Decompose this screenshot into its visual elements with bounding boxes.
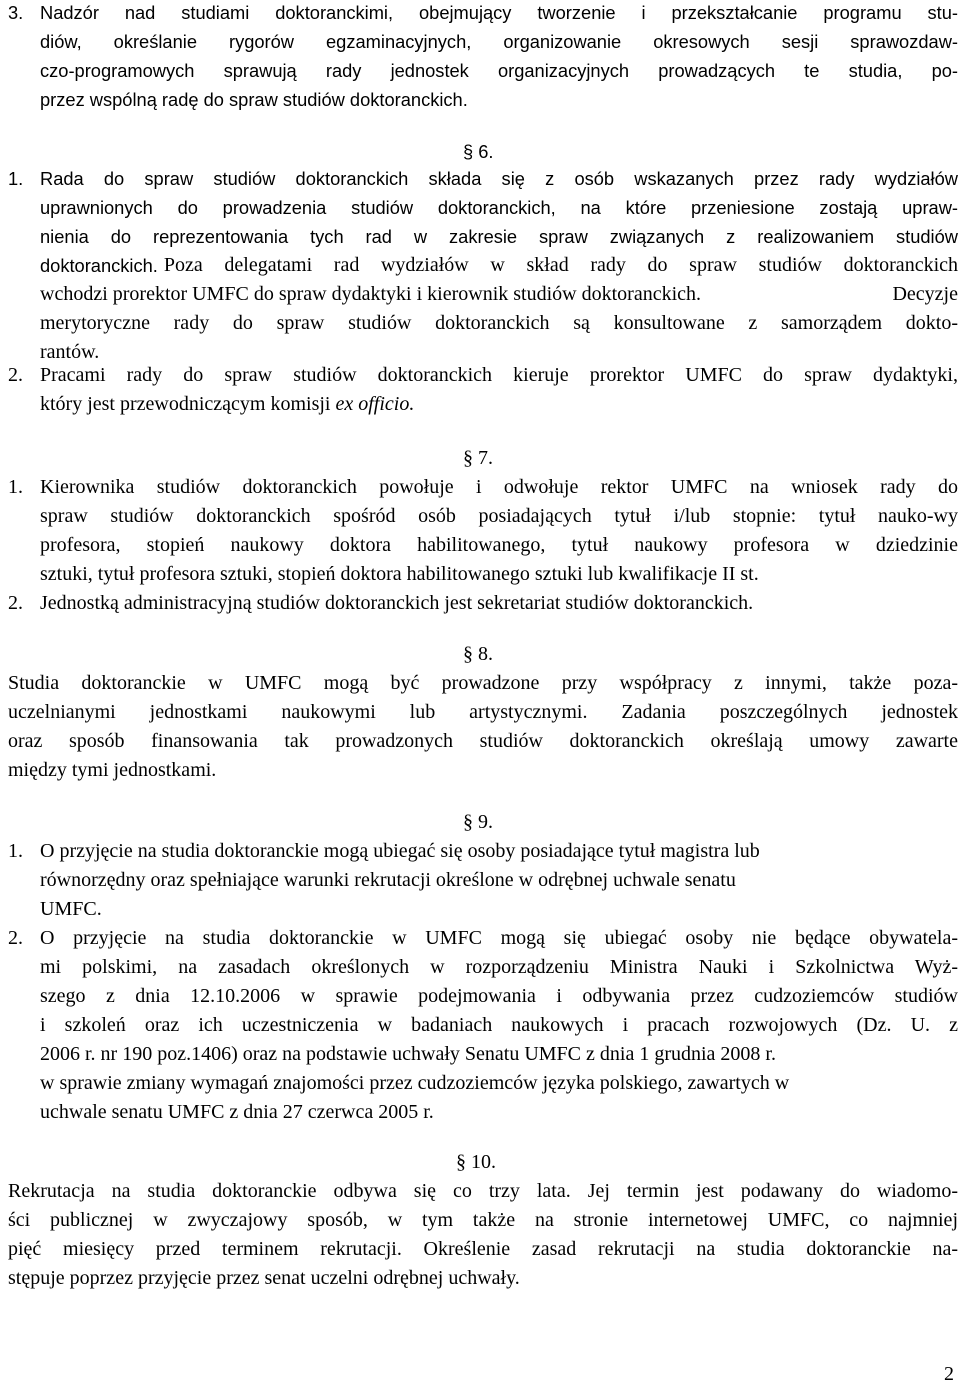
- item-number: 1.: [8, 168, 24, 189]
- text-line: [0, 1177, 960, 1206]
- paragraph-line: między tymi jednostkami.: [8, 759, 217, 781]
- paragraph-line: równorzędny oraz spełniające warunki rekrutacji określone w odrębnej uchwale senatu: [40, 869, 736, 891]
- text-line: [0, 531, 960, 560]
- paragraph-7: [0, 473, 960, 618]
- text-line: [0, 473, 960, 502]
- paragraph-line: czo-programowych sprawują rady jednostek organizacyjnych prowadzących te studia, po-: [40, 60, 958, 81]
- text-line: [0, 982, 960, 1011]
- paragraph-line: spraw studiów doktoranckich spośród osób posiadających tytuł i/lub stopnie: tytuł nauko-wy: [40, 505, 958, 527]
- text-line: [0, 953, 960, 982]
- paragraph-line: Studia doktoranckie w UMFC mogą być prowadzone przy współpracy z innymi, także poza-: [8, 672, 958, 694]
- paragraph-line: [40, 251, 958, 280]
- paragraph-line: przez wspólną radę do spraw studiów doktoranckich.: [40, 89, 468, 110]
- item-number: 2.: [8, 927, 23, 949]
- paragraph-line: Nadzór nad studiami doktoranckimi, obejmujący tworzenie i przekształcanie programu stu-: [40, 2, 958, 23]
- paragraph-line: szego z dnia 12.10.2006 w sprawie podejmowania i odbywania przez cudzoziemców studiów: [40, 985, 958, 1007]
- text-fragment: który jest przewodniczącym komisji: [40, 393, 331, 415]
- paragraph-line: Kierownika studiów doktoranckich powołuje i odwołuje rektor UMFC na wniosek rady do: [40, 476, 958, 498]
- paragraph-line: UMFC.: [40, 898, 102, 920]
- text-line: [0, 895, 960, 924]
- paragraph-heading: § 10.: [456, 1151, 496, 1173]
- paragraph-line: Jednostką administracyjną studiów doktoranckich jest sekretariat studiów doktoranckich.: [40, 592, 754, 614]
- paragraph-line: Rada do spraw studiów doktoranckich składa się z osób wskazanych przez rady wydziałów: [40, 168, 958, 189]
- item-number: 1.: [8, 476, 23, 498]
- item-number: 2.: [8, 364, 23, 386]
- text-line: [0, 251, 960, 280]
- italic-text: ex officio.: [335, 393, 415, 415]
- text-line: [0, 1264, 960, 1293]
- text-line: [0, 560, 960, 589]
- paragraph-line: Pracami rady do spraw studiów doktoranckich kieruje prorektor UMFC do spraw dydaktyki,: [40, 364, 958, 386]
- paragraph-6-item-2: [0, 361, 960, 419]
- paragraph-line: [40, 280, 958, 309]
- paragraph-line: stępuje poprzez przyjęcie przez senat uczelni odrębnej uchwały.: [8, 1267, 520, 1289]
- paragraph-line: oraz sposób finansowania tak prowadzonych studiów doktoranckich określają umowy zawarte: [8, 730, 958, 752]
- text-line: [0, 280, 960, 309]
- item-number: 1.: [8, 840, 23, 862]
- paragraph-line: i szkoleń oraz ich uczestniczenia w badaniach naukowych i pracach rozwojowych (Dz. U. z: [40, 1014, 958, 1036]
- paragraph-line: uprawnionych do prowadzenia studiów doktoranckich, na które przeniesione zostają upraw-: [40, 197, 958, 218]
- paragraph-heading: § 7.: [463, 447, 493, 469]
- paragraph-line: uczelnianymi jednostkami naukowymi lub artystycznymi. Zadania poszczególnych jednostek: [8, 701, 958, 723]
- paragraph-line: pięć miesięcy przed terminem rekrutacji. Określenie zasad rekrutacji na studia doktoranckie na-: [8, 1238, 958, 1260]
- text-fragment: wchodzi prorektor UMFC do spraw dydaktyki i kierownik studiów doktoranckich.: [40, 283, 702, 305]
- paragraph-line: merytoryczne rady do spraw studiów doktoranckich są konsultowane z samorządem dokto-: [40, 312, 958, 334]
- paragraph-line: diów, określanie rygorów egzaminacyjnych, organizowanie okresowych sesji sprawozdaw-: [40, 31, 958, 52]
- text-line: [0, 1011, 960, 1040]
- text-fragment: doktoranckich.: [40, 255, 158, 276]
- text-line: [0, 727, 960, 756]
- text-line: [0, 390, 960, 419]
- paragraph-line: 2006 r. nr 190 poz.1406) oraz na podstawie uchwały Senatu UMFC z dnia 1 grudnia 2008 r.: [40, 1043, 776, 1065]
- text-line: [0, 837, 960, 866]
- paragraph-heading: § 9.: [463, 811, 493, 833]
- paragraph-line: O przyjęcie na studia doktoranckie w UMFC mogą się ubiegać osoby nie będące obywatela-: [40, 927, 958, 949]
- paragraph-line: Rekrutacja na studia doktoranckie odbywa się co trzy lata. Jej termin jest podawany do wiadomo-: [8, 1180, 958, 1202]
- paragraph-8: [0, 669, 960, 785]
- paragraph-line: mi polskimi, na zasadach określonych w rozporządzeniu Ministra Nauki i Szkolnictwa Wyż-: [40, 956, 958, 978]
- text-line: [0, 756, 960, 785]
- paragraph-line: [40, 390, 414, 419]
- paragraph-heading: § 6.: [463, 141, 494, 162]
- item-number: 2.: [8, 592, 23, 614]
- section-3: [0, 0, 960, 114]
- paragraph-line: w sprawie zmiany wymagań znajomości przez cudzoziemców języka polskiego, zawartych w: [40, 1072, 790, 1094]
- text-line: [0, 1235, 960, 1264]
- text-fragment: Poza delegatami rad wydziałów w skład rady do spraw studiów doktoranckich: [163, 254, 958, 276]
- paragraph-line: uchwale senatu UMFC z dnia 27 czerwca 2005 r.: [40, 1101, 434, 1123]
- text-line: [0, 309, 960, 338]
- text-fragment: Decyzje: [892, 283, 958, 305]
- text-line: [0, 222, 960, 251]
- paragraph-heading: § 8.: [463, 643, 493, 665]
- text-line: [0, 1206, 960, 1235]
- paragraph-line: rantów.: [40, 341, 100, 363]
- page-number: 2: [944, 1363, 954, 1385]
- paragraph-9: [0, 837, 960, 1127]
- text-line: [0, 589, 960, 618]
- text-line: [0, 924, 960, 953]
- text-line: [0, 361, 960, 390]
- text-line: [0, 27, 960, 56]
- paragraph-line: ści publicznej w zwyczajowy sposób, w tym także na stronie internetowej UMFC, co najmniej: [8, 1209, 958, 1231]
- paragraph-10: [0, 1177, 960, 1293]
- text-line: [0, 1069, 960, 1098]
- paragraph-6-item-1: [0, 164, 960, 367]
- text-line: [0, 866, 960, 895]
- text-line: [0, 1098, 960, 1127]
- text-line: [0, 0, 960, 27]
- text-line: [0, 56, 960, 85]
- text-line: [0, 85, 960, 114]
- text-line: [0, 669, 960, 698]
- paragraph-line: nienia do reprezentowania tych rad w zakresie spraw związanych z realizowaniem studiów: [40, 226, 958, 247]
- text-line: [0, 698, 960, 727]
- text-line: [0, 1040, 960, 1069]
- paragraph-line: sztuki, tytuł profesora sztuki, stopień doktora habilitowanego sztuki lub kwalifikacje II st.: [40, 563, 759, 585]
- text-line: [0, 193, 960, 222]
- text-line: [0, 502, 960, 531]
- paragraph-line: O przyjęcie na studia doktoranckie mogą ubiegać się osoby posiadające tytuł magistra lub: [40, 840, 760, 862]
- item-number: 3.: [8, 2, 24, 23]
- text-line: [0, 164, 960, 193]
- paragraph-line: profesora, stopień naukowy doktora habilitowanego, tytuł naukowy profesora w dziedzinie: [40, 534, 958, 556]
